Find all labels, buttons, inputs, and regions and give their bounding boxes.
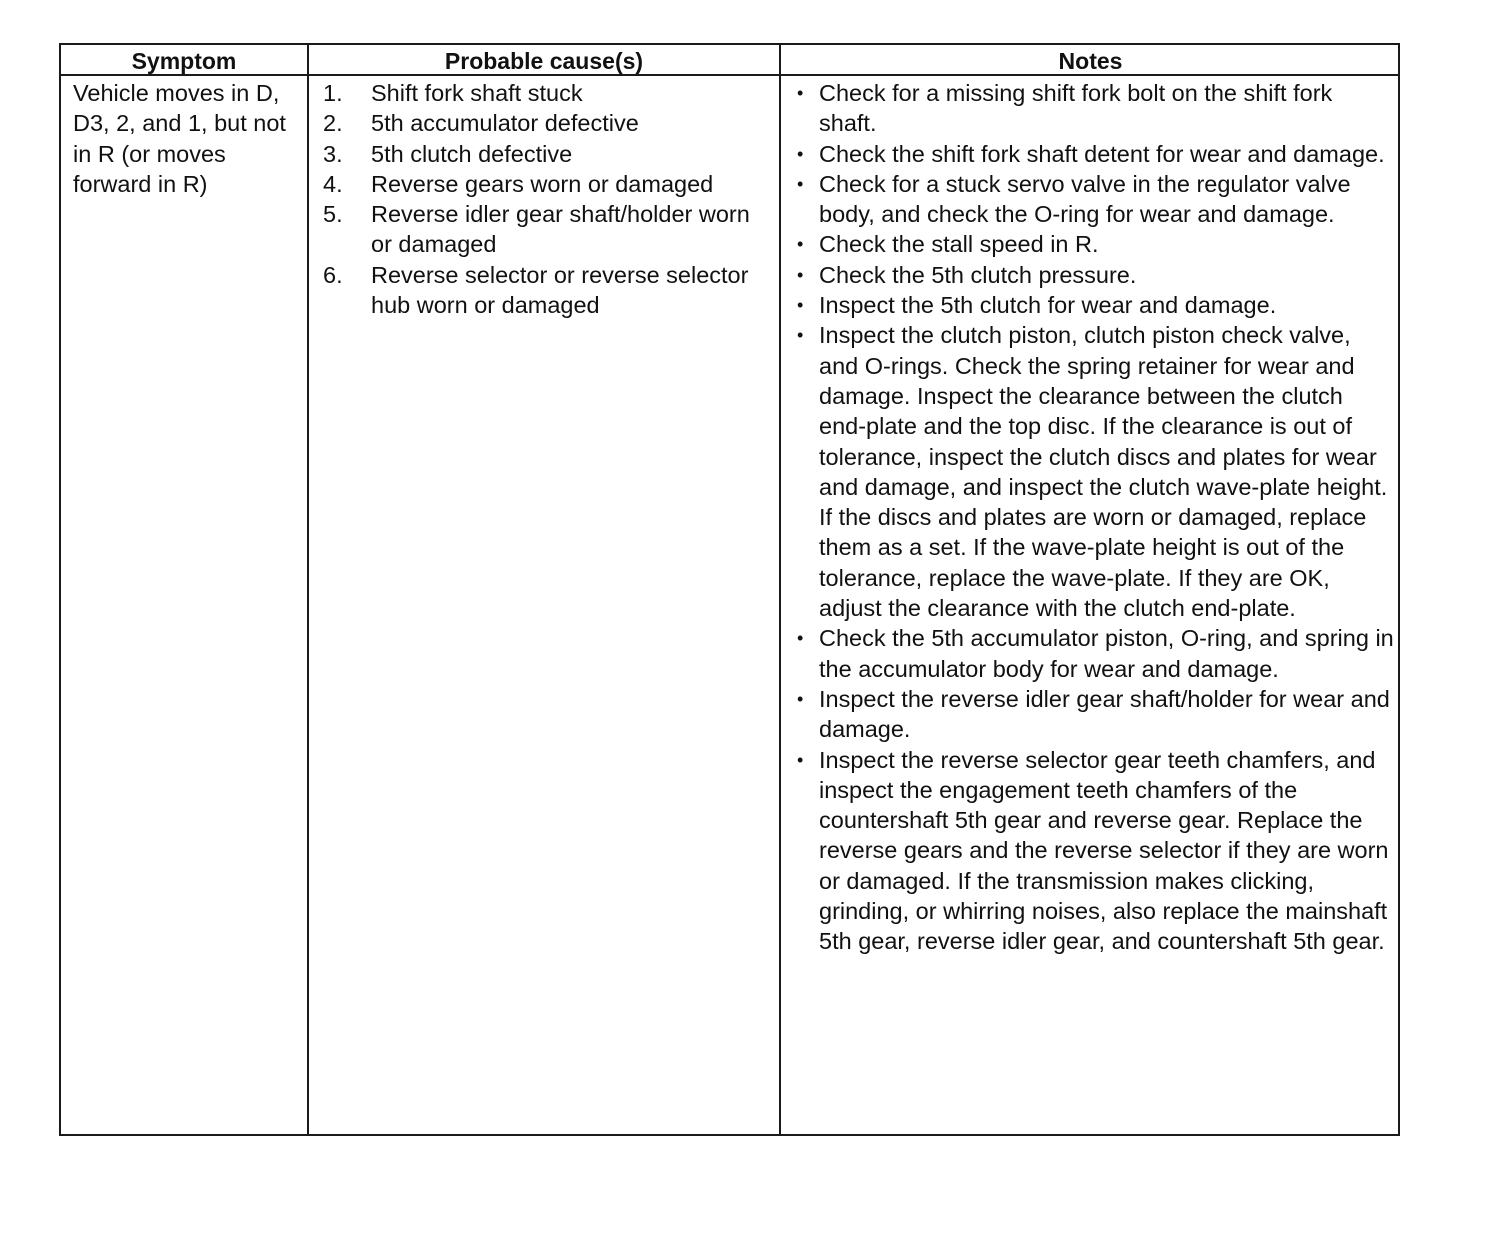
cause-item bbox=[323, 260, 773, 321]
note-text: Check the stall speed in R. bbox=[819, 231, 1099, 258]
cause-number: 2. bbox=[323, 110, 343, 137]
cause-item bbox=[323, 139, 773, 169]
note-item bbox=[795, 260, 1395, 290]
causes-cell bbox=[323, 78, 773, 320]
cause-text: Reverse selector or reverse selector hub worn or damaged bbox=[371, 261, 749, 319]
bullet-icon: • bbox=[797, 83, 804, 103]
cause-number: 4. bbox=[323, 170, 343, 197]
symptom-cell: Vehicle moves in D, D3, 2, and 1, but not in R (or moves forward in R) bbox=[73, 80, 286, 197]
note-item bbox=[795, 229, 1395, 259]
bullet-icon: • bbox=[797, 325, 804, 346]
note-text: Inspect the reverse idler gear shaft/holder for wear and damage. bbox=[819, 685, 1390, 743]
cause-item bbox=[323, 78, 773, 108]
note-text: Inspect the reverse selector gear teeth chamfers, and inspect the engagement teeth chamfers of the countershaft 5th gear and reverse gear. Replace the reverse gears and the reverse selector if they are worn or damaged. If the transmission makes clicking, grinding, or whirring noises, also replace the mainshaft 5th gear, reverse idler gear, and countershaft 5th gear. bbox=[819, 746, 1389, 955]
note-item bbox=[795, 745, 1395, 957]
note-text: Inspect the 5th clutch for wear and damage. bbox=[819, 292, 1277, 319]
cause-number: 3. bbox=[323, 140, 343, 167]
note-item bbox=[795, 78, 1395, 139]
cause-text: 5th clutch defective bbox=[371, 140, 573, 167]
cause-text: Shift fork shaft stuck bbox=[371, 80, 583, 106]
note-item bbox=[795, 139, 1395, 169]
header-symptom: Symptom bbox=[131, 48, 237, 74]
causes-list bbox=[323, 78, 773, 320]
cause-number: 1. bbox=[323, 80, 343, 106]
bullet-icon: • bbox=[797, 628, 804, 649]
troubleshooting-table bbox=[59, 43, 1400, 1136]
note-text: Inspect the clutch piston, clutch piston check valve, and O-rings. Check the spring retainer for wear and damage. Inspect the clearance between the clutch end-plate and the top disc. If the clearance is out of tolerance, inspect the clutch discs and plates for wear and damage, and inspect the clutch wave-plate height. If the discs and plates are worn or damaged, replace them as a set. If the wave-plate height is out of the tolerance, replace the wave-plate. If they are OK, adjust the clearance with the clutch end-plate. bbox=[819, 322, 1388, 622]
cause-number: 5. bbox=[323, 201, 343, 228]
note-item bbox=[795, 169, 1395, 230]
bullet-icon: • bbox=[797, 264, 804, 285]
note-text: Check the 5th clutch pressure. bbox=[819, 261, 1137, 288]
notes-list bbox=[795, 78, 1395, 957]
note-text: Check the shift fork shaft detent for wear and damage. bbox=[819, 140, 1385, 167]
bullet-icon: • bbox=[797, 688, 804, 709]
note-item bbox=[795, 684, 1395, 745]
note-item bbox=[795, 320, 1395, 623]
bullet-icon: • bbox=[797, 749, 804, 770]
notes-cell bbox=[795, 78, 1395, 957]
cause-item bbox=[323, 199, 773, 260]
bullet-icon: • bbox=[797, 173, 804, 194]
cause-item bbox=[323, 108, 773, 138]
cause-number: 6. bbox=[323, 261, 343, 288]
cause-text: Reverse gears worn or damaged bbox=[371, 170, 714, 197]
bullet-icon: • bbox=[797, 143, 804, 164]
bullet-icon: • bbox=[797, 295, 804, 316]
cause-text: 5th accumulator defective bbox=[371, 110, 639, 137]
note-text: Check for a missing shift fork bolt on the shift fork shaft. bbox=[819, 80, 1333, 137]
header-probable-causes: Probable cause(s) bbox=[444, 48, 644, 74]
note-text: Check the 5th accumulator piston, O-ring, and spring in the accumulator body for wear and damage. bbox=[819, 625, 1394, 682]
note-item bbox=[795, 290, 1395, 320]
note-item bbox=[795, 623, 1395, 684]
column-divider-2 bbox=[779, 45, 781, 1134]
cause-item bbox=[323, 169, 773, 199]
cause-text: Reverse idler gear shaft/holder worn or damaged bbox=[371, 201, 750, 258]
note-text: Check for a stuck servo valve in the regulator valve body, and check the O-ring for wear and damage. bbox=[819, 170, 1351, 228]
header-notes: Notes bbox=[1058, 48, 1123, 74]
bullet-icon: • bbox=[797, 234, 804, 255]
column-divider-1 bbox=[307, 45, 309, 1134]
